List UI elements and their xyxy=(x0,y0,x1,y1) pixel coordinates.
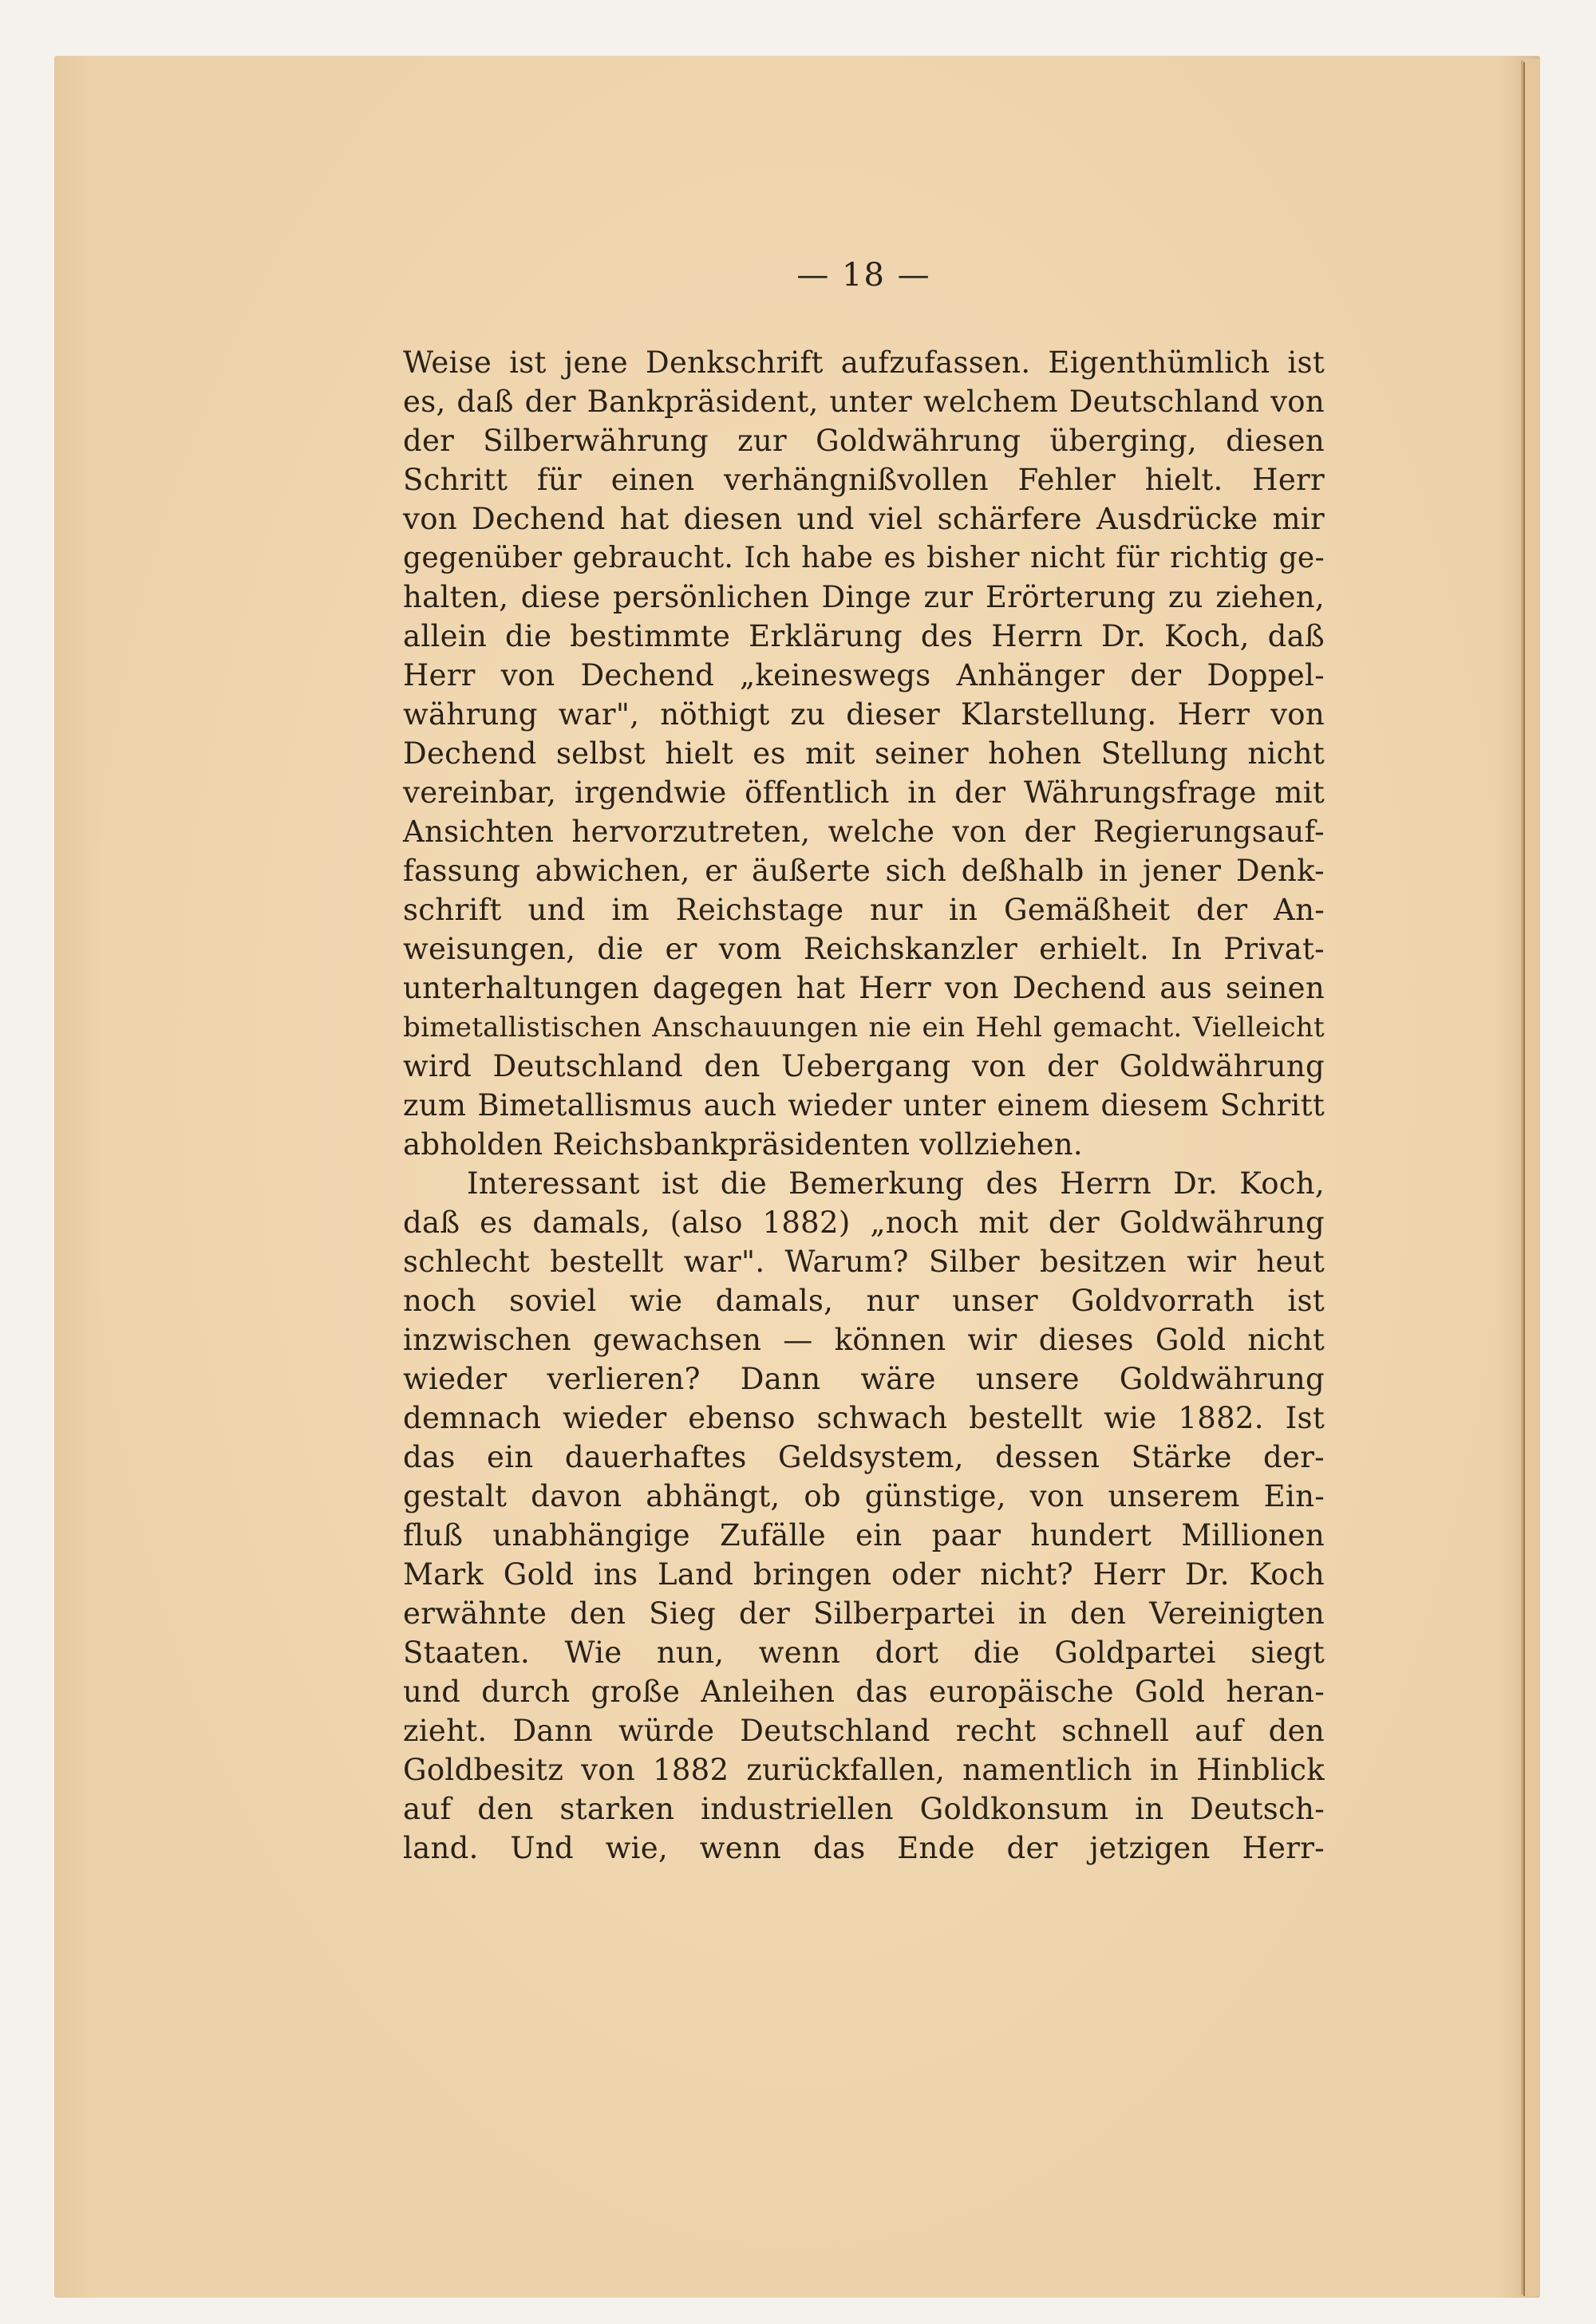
text-line: unterhaltungen dagegen hat Herr von Dechend aus seinen xyxy=(403,971,1325,1005)
text-line: bimetallistischen Anschauungen nie ein Hehl gemacht. Vielleicht xyxy=(403,1012,1325,1044)
text-line: halten, diese persönlichen Dinge zur Erörterung zu ziehen, xyxy=(403,580,1325,614)
text-line: Weise ist jene Denkschrift aufzufassen. Eigenthümlich ist xyxy=(403,345,1325,380)
text-line: wird Deutschland den Uebergang von der Goldwährung xyxy=(403,1049,1325,1083)
text-line: der Silberwährung zur Goldwährung überging, diesen xyxy=(403,424,1325,458)
text-line: abholden Reichsbankpräsidenten vollziehen. xyxy=(403,1127,1083,1162)
text-line: schlecht bestellt war". Warum? Silber besitzen wir heut xyxy=(403,1245,1325,1279)
text-line: Dechend selbst hielt es mit seiner hohen Stellung nicht xyxy=(403,736,1325,771)
text-line: land. Und wie, wenn das Ende der jetzigen Herr- xyxy=(403,1831,1325,1865)
text-line: Interessant ist die Bemerkung des Herrn Dr. Koch, xyxy=(467,1166,1325,1201)
gutter-line xyxy=(1523,62,1525,2296)
text-line: wieder verlieren? Dann wäre unsere Goldwährung xyxy=(403,1362,1325,1396)
text-line: schrift und im Reichstage nur in Gemäßheit der An- xyxy=(403,893,1325,927)
text-line: fassung abwichen, er äußerte sich deßhalb in jener Denk- xyxy=(403,854,1325,888)
text-line: Schritt für einen verhängnißvollen Fehler hielt. Herr xyxy=(403,463,1325,497)
text-line: allein die bestimmte Erklärung des Herrn Dr. Koch, daß xyxy=(403,619,1325,653)
text-line: von Dechend hat diesen und viel schärfere Ausdrücke mir xyxy=(403,502,1325,536)
text-line: Goldbesitz von 1882 zurückfallen, namentlich in Hinblick xyxy=(403,1753,1325,1787)
text-line: vereinbar, irgendwie öffentlich in der Währungsfrage mit xyxy=(403,775,1325,810)
text-line: noch soviel wie damals, nur unser Goldvorrath ist xyxy=(403,1284,1325,1318)
text-line: fluß unabhängige Zufälle ein paar hundert Millionen xyxy=(403,1518,1325,1553)
text-line: und durch große Anleihen das europäische Gold heran- xyxy=(403,1675,1325,1709)
text-line: währung war", nöthigt zu dieser Klarstellung. Herr von xyxy=(403,697,1325,732)
text-line: es, daß der Bankpräsident, unter welchem Deutschland von xyxy=(403,385,1325,419)
text-line: zum Bimetallismus auch wieder unter einem diesem Schritt xyxy=(403,1088,1325,1123)
text-line: daß es damals, (also 1882) „noch mit der Goldwährung xyxy=(403,1205,1325,1240)
text-line: Herr von Dechend „keineswegs Anhänger der Doppel- xyxy=(403,658,1325,692)
text-line: auf den starken industriellen Goldkonsum in Deutsch- xyxy=(403,1792,1325,1826)
text-line: zieht. Dann würde Deutschland recht schnell auf den xyxy=(403,1714,1325,1748)
text-line: das ein dauerhaftes Geldsystem, dessen Stärke der- xyxy=(403,1440,1325,1474)
text-line: weisungen, die er vom Reichskanzler erhielt. In Privat- xyxy=(403,932,1325,966)
text-line: inzwischen gewachsen — können wir dieses Gold nicht xyxy=(403,1323,1325,1357)
text-line: Ansichten hervorzutreten, welche von der Regierungsauf- xyxy=(403,815,1325,849)
text-line: demnach wieder ebenso schwach bestellt wie 1882. Ist xyxy=(403,1401,1325,1435)
text-line: gestalt davon abhängt, ob günstige, von unserem Ein- xyxy=(403,1479,1325,1513)
text-line: erwähnte den Sieg der Silberpartei in den Vereinigten xyxy=(403,1596,1325,1631)
text-line: Mark Gold ins Land bringen oder nicht? Herr Dr. Koch xyxy=(403,1557,1325,1592)
text-line: gegenüber gebraucht. Ich habe es bisher nicht für richtig ge- xyxy=(403,542,1325,574)
text-line: Staaten. Wie nun, wenn dort die Goldpartei siegt xyxy=(403,1635,1325,1670)
adjacent-page-edge xyxy=(1525,59,1540,2296)
page-number: — 18 — xyxy=(796,257,931,294)
